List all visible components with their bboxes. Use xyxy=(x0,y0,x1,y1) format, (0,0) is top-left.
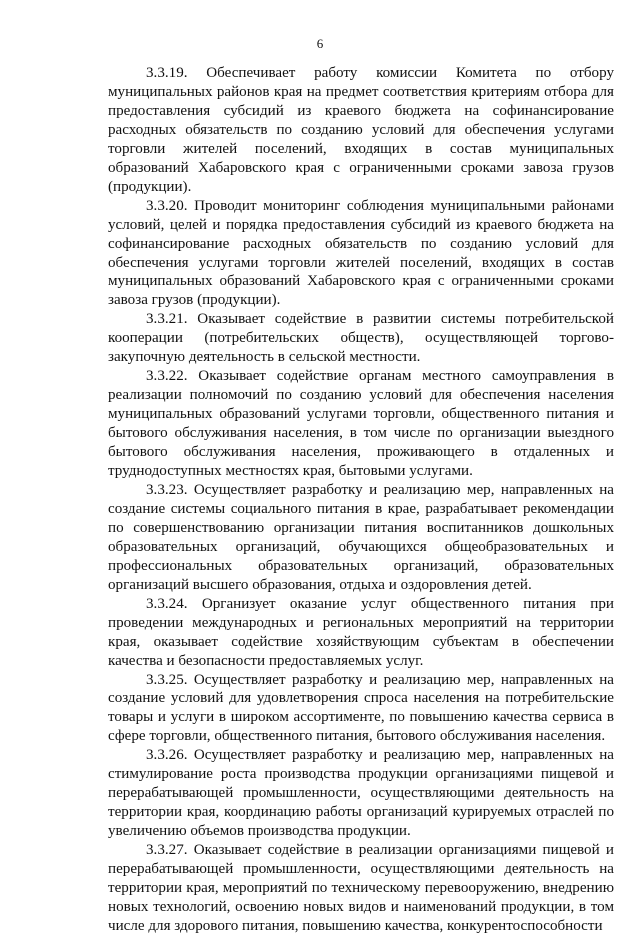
paragraph-3-3-25: 3.3.25. Осуществляет разработку и реализацию мер, направленных на создание условий для удовлетворения спроса населения на потребительские товары и услуги в широком ассортименте, по повышению качества сервиса в сфере торговли, общественного питания, бытового обслуживания населения. xyxy=(108,671,614,745)
paragraph-3-3-22: 3.3.22. Оказывает содействие органам местного самоуправления в реализации полномочий по созданию условий для обеспечения населения муниципальных образований услугами торговли, общественного питания и бытового обслуживания населения, в том числе по организации выездного бытового обслуживания населения, проживающего в отдаленных и труднодоступных местностях края, бытовыми услугами. xyxy=(108,368,614,480)
paragraph-3-3-26: 3.3.26. Осуществляет разработку и реализацию мер, направленных на стимулирование роста производства продукции организациями пищевой и перерабатывающей промышленности, осуществляющими деятельность на территории края, координацию работы организаций курируемых отраслей по увеличению объемов производства продукции. xyxy=(108,747,614,840)
paragraph-3-3-23: 3.3.23. Осуществляет разработку и реализацию мер, направленных на создание системы социального питания в крае, разрабатывает рекомендации по совершенствованию организации питания воспитанников дошкольных образовательных организаций, обучающихся общеобразовательных и профессиональных образовательных организаций, образовательных организаций высшего образования, отдыха и оздоровления детей. xyxy=(108,481,614,593)
page-number: 6 xyxy=(316,36,324,51)
paragraph-3-3-20: 3.3.20. Проводит мониторинг соблюдения муниципальными районами условий, целей и порядка предоставления субсидий из краевого бюджета на софинансирование расходных обязательств по созданию условий для обеспечения услугами торговли жителей поселений, входящих в состав муниципальных образований Хабаровского края с ограниченными сроками завоза грузов (продукции). xyxy=(108,197,614,309)
paragraph-3-3-19: 3.3.19. Обеспечивает работу комиссии Комитета по отбору муниципальных районов края на предмет соответствия критериям отбора для предоставления субсидий из краевого бюджета на софинансирование расходных обязательств по созданию условий для обеспечения услугами торговли жителей поселений, входящих в состав муниципальных образований Хабаровского края с ограниченными сроками завоза грузов (продукции). xyxy=(108,65,614,195)
document-body xyxy=(108,64,614,936)
paragraph-3-3-24: 3.3.24. Организует оказание услуг общественного питания при проведении международных и региональных мероприятий на территории края, оказывает содействие хозяйствующим субъектам в обеспечении качества и безопасности предоставляемых услуг. xyxy=(108,595,614,669)
paragraph-3-3-27: 3.3.27. Оказывает содействие в реализации организациями пищевой и перерабатывающей промышленности, осуществляющими деятельность на территории края, мероприятий по техническому перевооружению, внедрению новых технологий, освоению новых видов и наименований продукции, в том числе для здорового питания, повышению качества, конкурентоспособности xyxy=(108,842,614,934)
paragraph-3-3-21: 3.3.21. Оказывает содействие в развитии системы потребительской кооперации (потребительских обществ), осуществляющей торгово-закупочную деятельность в сельской местности. xyxy=(108,311,614,366)
